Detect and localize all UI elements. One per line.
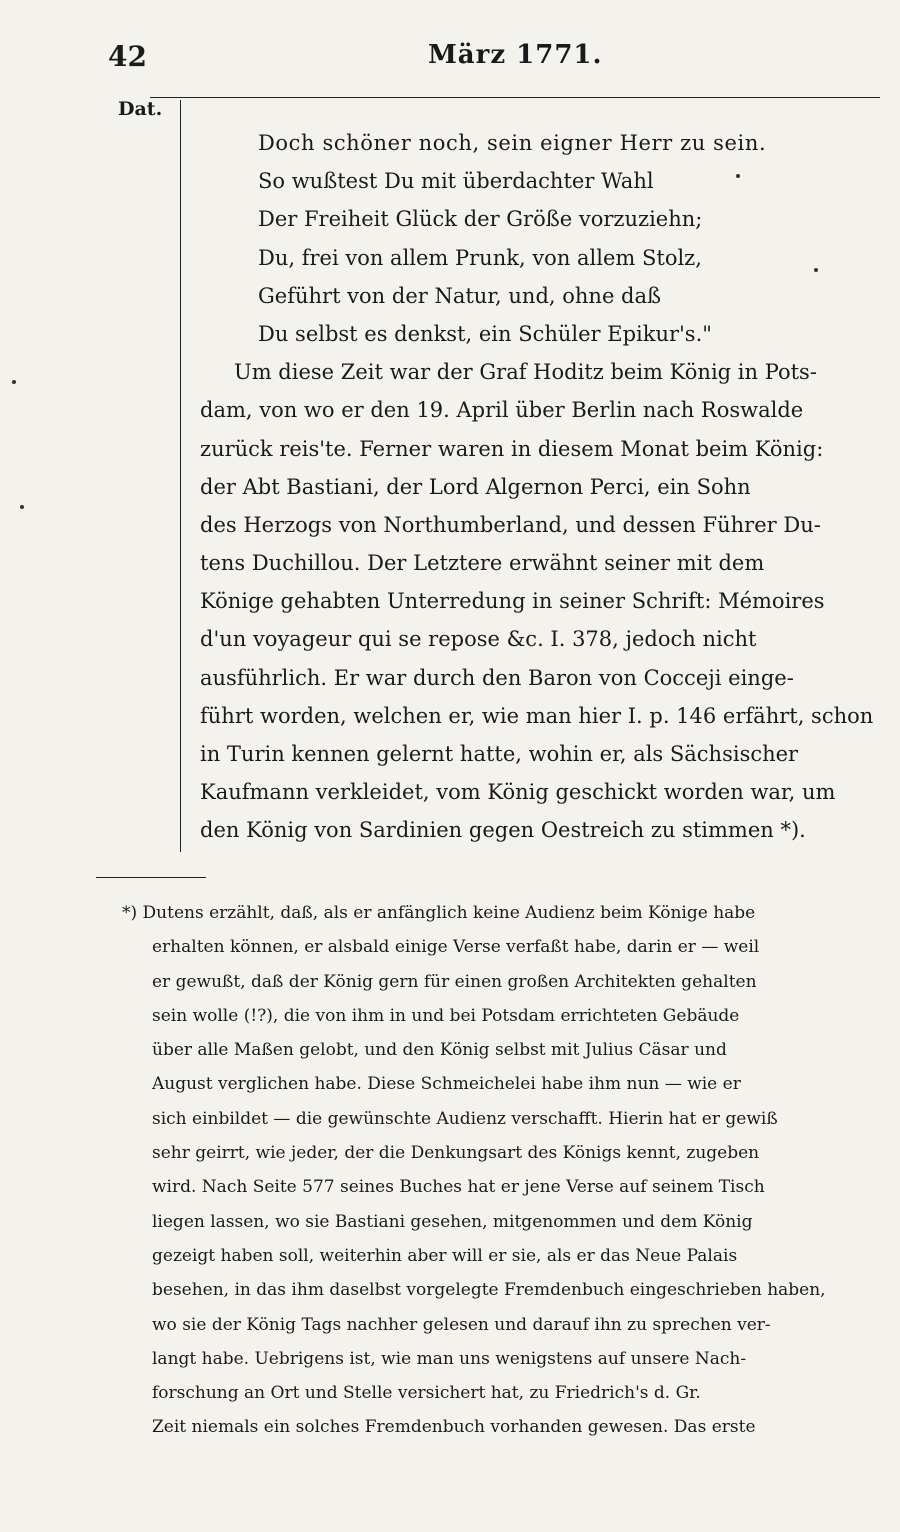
footnote-line: August verglichen habe. Diese Schmeichelei habe ihm nun — wie er (152, 1074, 741, 1095)
paragraph-line: zurück reis'te. Ferner waren in diesem Monat beim König: (200, 436, 824, 461)
verse-line: Geführt von der Natur, und, ohne daß (258, 283, 662, 308)
paper-speck (736, 174, 740, 178)
paragraph-line: d'un voyageur qui se repose &c. I. 378, jedoch nicht (200, 627, 757, 652)
footnote-line: Zeit niemals ein solches Fremdenbuch vorhanden gewesen. Das erste (152, 1417, 756, 1438)
footnote-line: wird. Nach Seite 577 seines Buches hat er jene Verse auf seinem Tisch (152, 1177, 765, 1198)
footnote-line: er gewußt, daß der König gern für einen großen Architekten gehalten (152, 971, 757, 992)
footnote-line: langt habe. Uebrigens ist, wie man uns wenigstens auf unsere Nach- (152, 1348, 747, 1369)
verse-line: So wußtest Du mit überdachter Wahl (258, 169, 654, 194)
paragraph-line: in Turin kennen gelernt hatte, wohin er, als Sächsischer (200, 742, 799, 766)
footnote-line: sein wolle (!?), die von ihm in und bei Potsdam errichteten Gebäude (152, 1005, 740, 1026)
verse-line: Doch schöner noch, sein eigner Herr zu sein. (258, 131, 767, 155)
footnote-line: besehen, in das ihm daselbst vorgelegte Fremdenbuch eingeschrieben haben, (152, 1280, 826, 1301)
running-head: März 1771. (428, 40, 603, 70)
footnote-line: sich einbildet — die gewünschte Audienz verschafft. Hierin hat er gewiß (152, 1108, 778, 1129)
paragraph-line: Kaufmann verkleidet, vom König geschickt worden war, um (200, 780, 836, 805)
paper-speck (12, 380, 16, 384)
verse-quotation (200, 124, 880, 353)
paper-speck (814, 268, 818, 272)
footnote-line: erhalten können, er alsbald einige Verse verfaßt habe, darin er — weil (152, 937, 760, 958)
paragraph-line: ausführlich. Er war durch den Baron von Cocceji einge- (200, 665, 794, 690)
body-paragraph (200, 353, 880, 849)
verse-line: Du, frei von allem Prunk, von allem Stolz, (258, 245, 702, 270)
header-rule (150, 97, 880, 98)
paper-speck (20, 505, 24, 509)
main-text-block (200, 124, 880, 850)
margin-note-date: Dat. (118, 98, 163, 120)
footnote-block (122, 896, 882, 1445)
footnote-line: wo sie der König Tags nachher gelesen und darauf ihn zu sprechen ver- (152, 1314, 771, 1335)
paragraph-line: Könige gehabten Unterredung in seiner Schrift: Mémoires (200, 589, 825, 614)
paragraph-line: tens Duchillou. Der Letztere erwähnt seiner mit dem (200, 551, 765, 576)
paragraph-line: der Abt Bastiani, der Lord Algernon Perci, ein Sohn (200, 474, 751, 499)
footnote-rule (96, 877, 206, 878)
footnote-line: forschung an Ort und Stelle versichert hat, zu Friedrich's d. Gr. (152, 1383, 701, 1404)
paragraph-line: des Herzogs von Northumberland, und dessen Führer Du- (200, 512, 821, 537)
verse-line: Du selbst es denkst, ein Schüler Epikur's." (258, 321, 712, 346)
paragraph-line: Um diese Zeit war der Graf Hoditz beim König in Pots- (234, 360, 817, 385)
paragraph-line: führt worden, welchen er, wie man hier I. p. 146 erfährt, schon (200, 703, 874, 728)
paragraph-line: dam, von wo er den 19. April über Berlin nach Roswalde (200, 398, 804, 423)
footnote-line: gezeigt haben soll, weiterhin aber will er sie, als er das Neue Palais (152, 1245, 738, 1266)
footnote-line: sehr geirrt, wie jeder, der die Denkungsart des Königs kennt, zugeben (152, 1143, 760, 1164)
margin-vertical-rule (180, 100, 181, 852)
footnote-line: liegen lassen, wo sie Bastiani gesehen, mitgenommen und dem König (152, 1211, 753, 1232)
footnote-line: *) Dutens erzählt, daß, als er anfänglich keine Audienz beim Könige habe (122, 903, 756, 923)
verse-line: Der Freiheit Glück der Größe vorzuziehn; (258, 207, 703, 232)
footnote-line: über alle Maßen gelobt, und den König selbst mit Julius Cäsar und (152, 1040, 727, 1061)
paragraph-line: den König von Sardinien gegen Oestreich zu stimmen *). (200, 818, 806, 843)
page-number: 42 (108, 40, 147, 73)
